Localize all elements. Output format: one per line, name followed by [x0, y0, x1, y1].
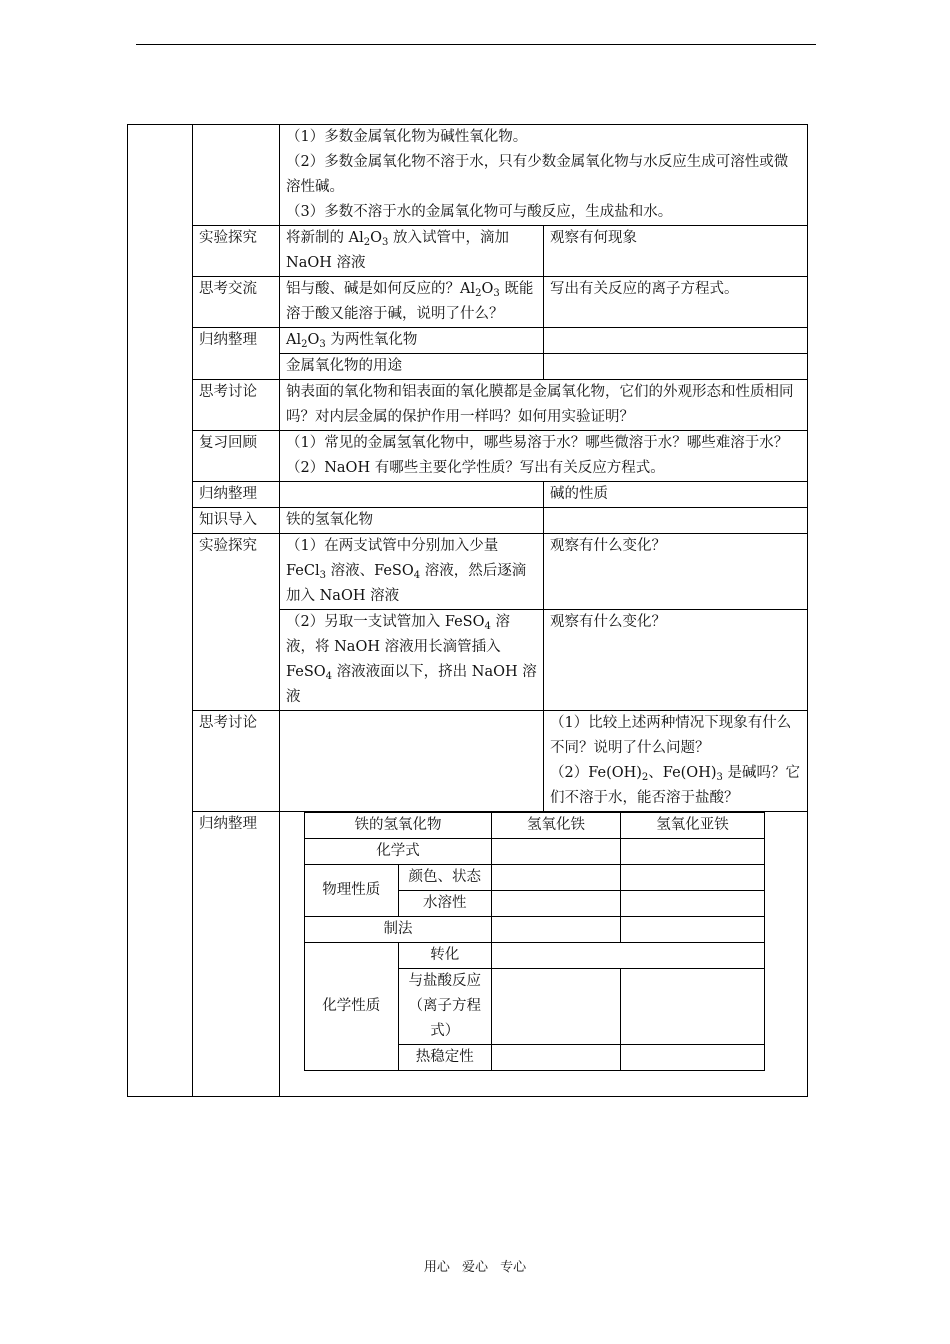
table-row [128, 431, 808, 482]
row-header: 制法 [305, 917, 492, 943]
row-label: 归纳整理 [193, 328, 280, 380]
row-label: 实验探究 [193, 226, 280, 277]
table-row [305, 917, 765, 943]
table-row [128, 812, 808, 1097]
content-cell: 铁的氢氧化物 [280, 508, 544, 534]
note-cell: 碱的性质 [544, 482, 808, 508]
iron-hydroxide-table [304, 812, 765, 1071]
discussion-line-2: $(2)Fe(OH)_2$、$Fe(OH)_3$ 是碱吗？它们不溶于水，能否溶于盐酸？ [550, 765, 800, 806]
note-cell: 观察有什么变化？ [544, 610, 808, 711]
value-cell [621, 891, 765, 917]
content-cell: 将新制的 $Al_2O_3$ 放入试管中，滴加 NaOH 溶液 [280, 226, 544, 277]
table-row [128, 226, 808, 277]
intro-line-2: （2）多数金属氧化物不溶于水，只有少数金属氧化物与水反应生成可溶性或微溶性碱。 [286, 154, 789, 195]
content-cell: （1）在两支试管中分别加入少量 FeCl$_3$ 溶液、FeSO$_4$ 溶液，然后逐滴加入 NaOH 溶液 [280, 534, 544, 610]
table-row [128, 277, 808, 328]
group-header: 化学性质 [305, 943, 399, 1071]
value-cell [492, 1045, 621, 1071]
value-cell [621, 917, 765, 943]
row-header: 化学式 [305, 839, 492, 865]
row-label: 归纳整理 [193, 812, 280, 1097]
intro-line-3: （3）多数不溶于水的金属氧化物可与酸反应，生成盐和水。 [286, 204, 673, 220]
page-footer [0, 1256, 950, 1275]
value-cell [492, 891, 621, 917]
value-cell [492, 865, 621, 891]
value-cell [492, 917, 621, 943]
discussion-line-1: （1）比较上述两种情况下现象有什么不同？说明了什么问题？ [550, 715, 792, 756]
left-margin-column [128, 125, 193, 1097]
footer-text: 用心 [423, 1260, 450, 1275]
content-cell [280, 482, 544, 508]
value-cell [621, 969, 765, 1045]
review-line-2: （2）NaOH 有哪些主要化学性质？写出有关反应方程式。 [286, 460, 665, 476]
table-row [128, 534, 808, 610]
summary-cell [280, 812, 808, 1097]
table-row [128, 380, 808, 431]
content-cell: $Al_2O_3$ 为两性氧化物 [280, 328, 544, 354]
note-cell: 观察有什么变化？ [544, 534, 808, 610]
content-cell: 金属氧化物的用途 [280, 354, 544, 380]
intro-cell [280, 125, 808, 226]
content-cell: 钠表面的氧化物和铝表面的氧化膜都是金属氧化物，它们的外观形态和性质相同吗？对内层金属的保护作用一样吗？如何用实验证明？ [280, 380, 808, 431]
header-rule [136, 44, 816, 45]
content-cell [280, 711, 544, 812]
note-cell [544, 328, 808, 354]
review-line-1: （1）常见的金属氢氧化物中，哪些易溶于水？哪些微溶于水？哪些难溶于水？ [286, 435, 789, 451]
table-row [305, 813, 765, 839]
table-row [128, 711, 808, 812]
content-cell: 铝与酸、碱是如何反应的？$Al_2O_3$ 既能溶于酸又能溶于碱，说明了什么？ [280, 277, 544, 328]
row-label: 复习回顾 [193, 431, 280, 482]
note-cell: 写出有关反应的离子方程式。 [544, 277, 808, 328]
table-row [305, 943, 765, 969]
row-label: 思考讨论 [193, 711, 280, 812]
note-cell [544, 711, 808, 812]
value-cell [621, 839, 765, 865]
header-cell: 铁的氢氧化物 [305, 813, 492, 839]
row-header: 颜色、状态 [398, 865, 492, 891]
footer-text: 专心 [500, 1260, 527, 1275]
row-label: 思考交流 [193, 277, 280, 328]
table-row [305, 839, 765, 865]
note-cell [544, 508, 808, 534]
value-cell [492, 969, 621, 1045]
row-label: 归纳整理 [193, 482, 280, 508]
value-cell [621, 1045, 765, 1071]
content-cell: （2）另取一支试管加入 FeSO$_4$ 溶液，将 NaOH 溶液用长滴管插入 FeSO$_4$ 溶液液面以下，挤出 NaOH 溶液 [280, 610, 544, 711]
row-header: 与盐酸反应（离子方程式） [398, 969, 492, 1045]
note-cell [544, 354, 808, 380]
content-cell [280, 431, 808, 482]
table-row [128, 482, 808, 508]
lesson-table [127, 124, 808, 1097]
header-cell: 氢氧化铁 [492, 813, 621, 839]
row-header: 转化 [398, 943, 492, 969]
row-label: 知识导入 [193, 508, 280, 534]
row-label: 思考讨论 [193, 380, 280, 431]
row-label [193, 125, 280, 226]
value-cell [492, 839, 621, 865]
note-cell: 观察有何现象 [544, 226, 808, 277]
table-row [128, 125, 808, 226]
table-row [305, 865, 765, 891]
header-cell: 氢氧化亚铁 [621, 813, 765, 839]
intro-line-1: （1）多数金属氧化物为碱性氧化物。 [286, 129, 528, 145]
table-row [128, 328, 808, 354]
table-row [128, 508, 808, 534]
value-cell [492, 943, 765, 969]
value-cell [621, 865, 765, 891]
row-label: 实验探究 [193, 534, 280, 711]
footer-text: 爱心 [461, 1260, 488, 1275]
row-header: 水溶性 [398, 891, 492, 917]
row-header: 热稳定性 [398, 1045, 492, 1071]
group-header: 物理性质 [305, 865, 399, 917]
